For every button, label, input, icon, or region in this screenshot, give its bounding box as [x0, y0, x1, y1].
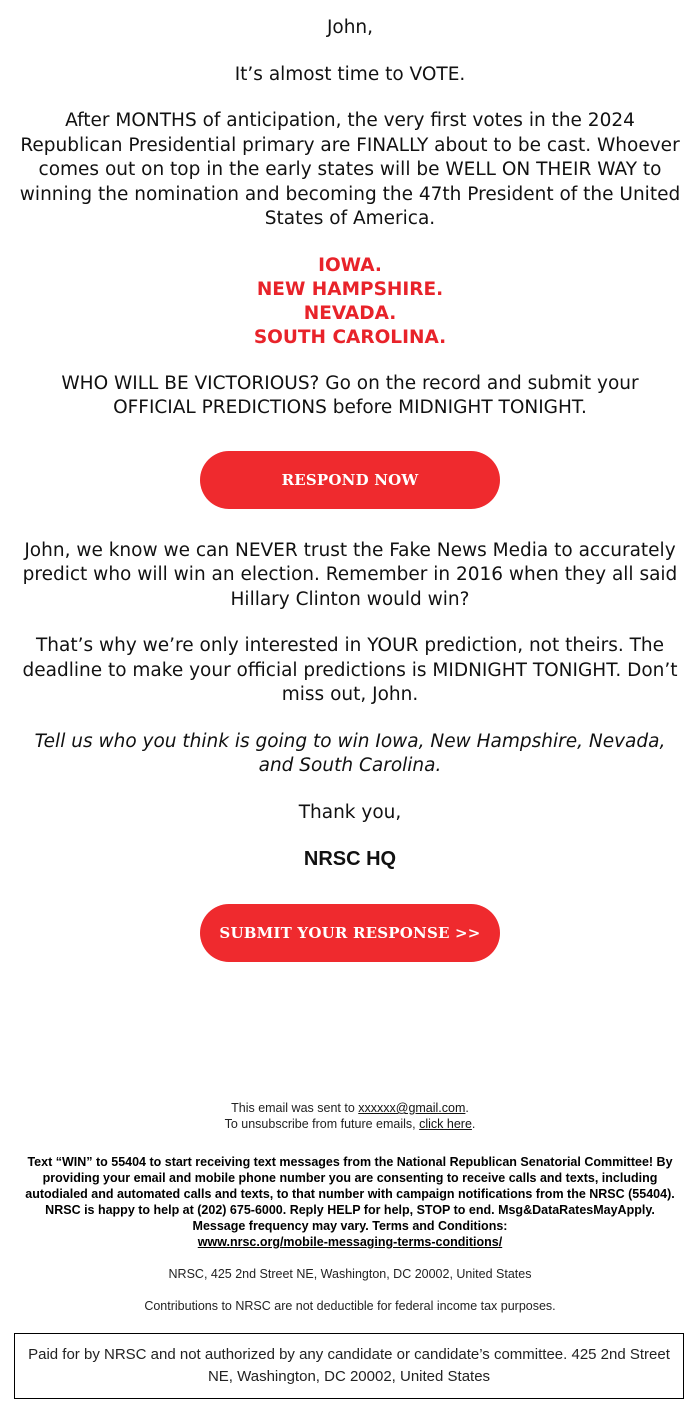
early-states-list [18, 254, 682, 350]
sms-disclaimer [0, 1154, 700, 1250]
paragraph-primary: After MONTHS of anticipation, the very first votes in the 2024 Republican Presidential primary are FINALLY about to be cast. Whoever comes out on top in the early states will be WELL ON THEIR WAY to winning the nomination and becoming the 47th President of the United States of America. [19, 110, 681, 229]
terms-link[interactable]: www.nrsc.org/mobile-messaging-terms-conditions/ [197, 1235, 503, 1249]
paragraph-fake-news: John, we know we can NEVER trust the Fake News Media to accurately predict who will win an election. Remember in 2016 when they all said Hillary Clinton would win? [22, 539, 678, 610]
sent-to-line [0, 1100, 700, 1116]
sent-to-suffix: . [465, 1101, 469, 1115]
recipient-email-link[interactable]: xxxxxx@gmail.com [358, 1101, 466, 1115]
sms-text: Text “WIN” to 55404 to start receiving text messages from the National Republican Senatorial Committee! By providing your email and mobile phone number you are consenting to receive calls and texts, including autodialed and automated calls and texts, to that number with campaign notifications from the NRSC (55404). NRSC is happy to help at (202) 675-6000. Reply HELP for help, STOP to end. Msg&DataRatesMayApply. Message frequency may vary. Terms and Conditions: [25, 1155, 675, 1233]
unsubscribe-line [0, 1116, 700, 1132]
unsubscribe-prefix: To unsubscribe from future emails, [224, 1117, 420, 1131]
sign-off: Thank you, [298, 801, 402, 823]
paragraph-tell-us: Tell us who you think is going to win Iowa, New Hampshire, Nevada, and South Carolina. [34, 730, 666, 776]
state-new-hampshire: NEW HAMPSHIRE. [256, 278, 444, 300]
unsubscribe-suffix: . [471, 1117, 476, 1131]
paragraph-deadline: That’s why we’re only interested in YOUR prediction, not theirs. The deadline to make your official predictions is MIDNIGHT TONIGHT. Don’t miss out, John. [22, 635, 678, 705]
respond-now-button[interactable]: RESPOND NOW [200, 451, 500, 509]
state-iowa: IOWA. [318, 254, 382, 276]
submit-response-button[interactable]: SUBMIT YOUR RESPONSE >> [200, 904, 500, 962]
unsubscribe-link[interactable]: click here [419, 1117, 472, 1131]
greeting: John, [326, 17, 374, 38]
contributions-notice: Contributions to NRSC are not deductible for federal income tax purposes. [144, 1299, 556, 1313]
email-footer [0, 1100, 700, 1314]
state-nevada: NEVADA. [303, 302, 397, 324]
state-south-carolina: SOUTH CAROLINA. [253, 326, 447, 348]
intro-text: It’s almost time to VOTE. [234, 63, 466, 85]
paid-for-disclaimer: Paid for by NRSC and not authorized by any candidate or candidate’s committee. 425 2nd Street NE, Washington, DC 20002, United States [14, 1333, 684, 1399]
paragraph-who-victorious: WHO WILL BE VICTORIOUS? Go on the record and submit your OFFICIAL PREDICTIONS before MIDNIGHT TONIGHT. [61, 372, 639, 418]
signature: NRSC HQ [303, 848, 397, 870]
sent-to-prefix: This email was sent to [231, 1101, 359, 1115]
address: NRSC, 425 2nd Street NE, Washington, DC 20002, United States [168, 1267, 532, 1281]
